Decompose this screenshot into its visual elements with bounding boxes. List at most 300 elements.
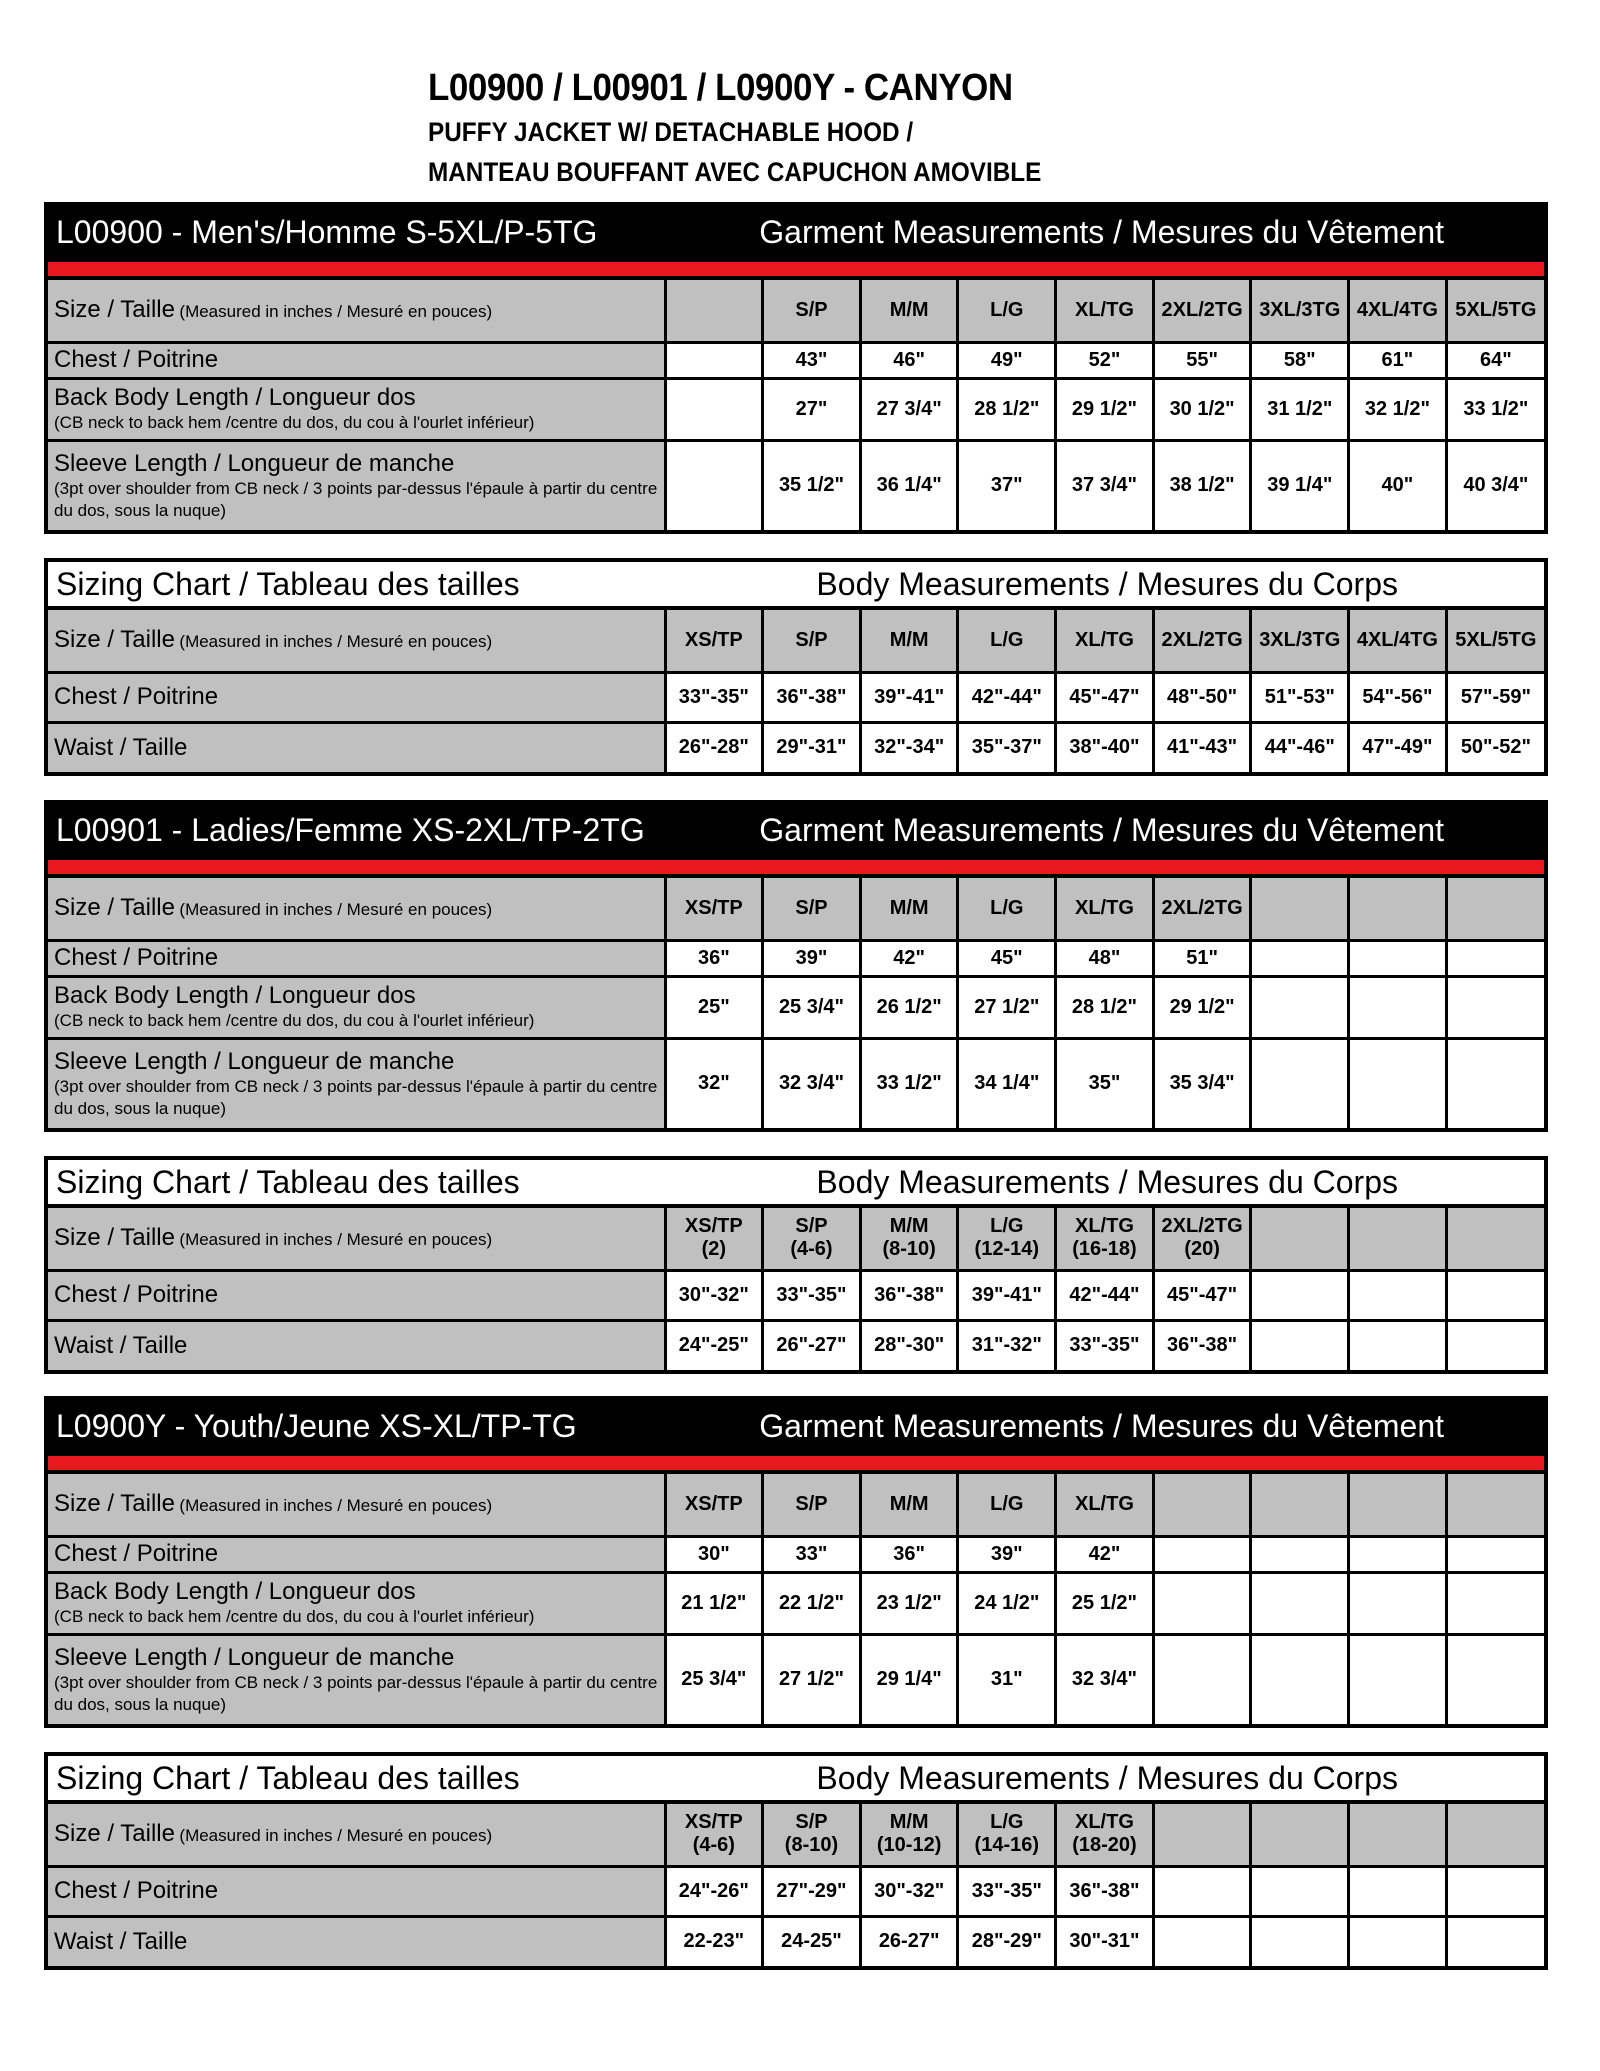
men-garment-chest-row-cell — [665, 342, 763, 378]
men-body-size-row-label-note: (Measured in inches / Mesuré en pouces) — [179, 632, 493, 652]
ladies-garment-chest-row-cell — [1153, 940, 1251, 976]
youth-garment-back-row-value: 22 1/2" — [778, 1591, 845, 1614]
men-garment-back-row-cell — [1153, 378, 1251, 440]
ladies-body-size-row-cell — [1446, 1208, 1544, 1270]
ladies-body-chest-row — [48, 1270, 1544, 1320]
men-garment-back-row-cell — [1349, 378, 1447, 440]
ladies-body-waist-row-value: 36"-38" — [1167, 1334, 1238, 1357]
men-body-waist-row-value: 29"-31" — [776, 736, 847, 759]
youth-body-waist-row-cell — [860, 1916, 958, 1966]
ladies-body-size-row-value: L/G — [990, 1215, 1024, 1238]
men-garment-chest-row-value: 61" — [1381, 348, 1414, 371]
ladies-garment-back-row — [48, 976, 1544, 1038]
men-garment-size-row-value: L/G — [990, 298, 1024, 321]
ladies-garment-sleeve-row-cell — [1251, 1038, 1349, 1128]
men-red-divider — [48, 258, 1544, 280]
men-garment-chest-row-cell — [1153, 342, 1251, 378]
ladies-body-section — [44, 1156, 1548, 1374]
men-garment-sleeve-row-value: 38 1/2" — [1169, 474, 1235, 497]
ladies-garment-sleeve-row-value: 32" — [697, 1072, 730, 1095]
men-body-waist-row-value: 32"-34" — [874, 736, 945, 759]
youth-garment-banner — [48, 1400, 1544, 1452]
ladies-body-size-row-cell — [1251, 1208, 1349, 1270]
ladies-garment-banner — [48, 804, 1544, 856]
ladies-body-waist-row-cell — [1056, 1320, 1154, 1370]
ladies-garment-size-row-value: XL/TG — [1075, 896, 1134, 919]
men-garment-chest-row-value: 58" — [1283, 348, 1316, 371]
youth-garment-size-row-value: L/G — [990, 1492, 1024, 1515]
youth-body-waist-row-value: 28"-29" — [971, 1930, 1042, 1953]
ladies-garment-sleeve-row-label-note: (3pt over shoulder from CB neck / 3 points par-dessus l'épaule à partir du centre du dos, sous la nuque) — [54, 1076, 658, 1118]
ladies-garment-chest-row-label — [48, 940, 665, 976]
men-body-size-row — [48, 610, 1544, 672]
youth-garment-size-row-label-text: Size / Taille — [54, 1490, 175, 1518]
youth-body-chest-row-value: 33"-35" — [971, 1879, 1042, 1902]
men-body-waist-row-label — [48, 722, 665, 772]
youth-body-waist-row-value: 26-27" — [878, 1930, 940, 1953]
ladies-garment-sleeve-row-label-text: Sleeve Length / Longueur de manche — [54, 1047, 455, 1075]
men-sizing-header — [48, 562, 1544, 610]
youth-body-chest-row-cell — [763, 1866, 861, 1916]
men-garment-sleeve-row-label-text: Sleeve Length / Longueur de manche — [54, 449, 455, 477]
ladies-garment-size-row-cell — [1251, 878, 1349, 940]
youth-body-waist-row-cell — [958, 1916, 1056, 1966]
ladies-product-title: L00901 - Ladies/Femme XS-2XL/TP-2TG — [56, 812, 645, 848]
ladies-garment-sleeve-row-cell — [665, 1038, 763, 1128]
men-garment-back-row-value: 33 1/2" — [1463, 397, 1529, 420]
youth-garment-size-row-value: S/P — [795, 1492, 828, 1515]
youth-garment-sleeve-row-value: 32 3/4" — [1071, 1668, 1137, 1691]
youth-product-title: L0900Y - Youth/Jeune XS-XL/TP-TG — [56, 1408, 577, 1444]
ladies-garment-back-row-label — [48, 976, 665, 1038]
men-body-waist-row-cell — [1349, 722, 1447, 772]
youth-garment-sleeve-row-label — [48, 1634, 665, 1724]
men-body-title: Body Measurements / Mesures du Corps — [816, 566, 1398, 602]
men-body-size-row-value: 5XL/5TG — [1455, 628, 1537, 651]
ladies-garment-size-row-value: S/P — [795, 896, 828, 919]
men-body-size-row-value: L/G — [990, 628, 1024, 651]
youth-body-size-row-value: XS/TP — [684, 1811, 743, 1834]
ladies-body-chest-row-cell — [860, 1270, 958, 1320]
youth-garment-back-row-cell — [665, 1572, 763, 1634]
men-garment-chest-row-cell — [1349, 342, 1447, 378]
ladies-garment-back-row-cell — [1153, 976, 1251, 1038]
ladies-body-waist-row-cell — [1446, 1320, 1544, 1370]
men-body-size-row-cell — [1056, 610, 1154, 672]
ladies-garment-back-row-cell — [763, 976, 861, 1038]
ladies-garment-back-row-value: 27 1/2" — [974, 995, 1040, 1018]
ladies-garment-size-row-label — [48, 878, 665, 940]
ladies-body-waist-row-cell — [1349, 1320, 1447, 1370]
youth-garment-size-row-cell — [1446, 1474, 1544, 1536]
youth-body-size-row-value: XL/TG — [1075, 1811, 1134, 1834]
men-garment-banner — [48, 206, 1544, 258]
ladies-garment-size-row-cell — [665, 878, 763, 940]
men-garment-size-row-label-text: Size / Taille — [54, 296, 175, 324]
ladies-garment-sleeve-row-cell — [958, 1038, 1056, 1128]
men-body-chest-row — [48, 672, 1544, 722]
youth-garment-chest-row-cell — [958, 1536, 1056, 1572]
youth-body-section — [44, 1752, 1548, 1970]
youth-garment-back-row-cell — [860, 1572, 958, 1634]
men-product-title: L00900 - Men's/Homme S-5XL/P-5TG — [56, 214, 598, 250]
youth-body-size-row-cell — [763, 1804, 861, 1866]
ladies-body-chest-row-cell — [1153, 1270, 1251, 1320]
ladies-garment-back-row-label-text: Back Body Length / Longueur dos — [54, 982, 416, 1009]
youth-body-waist-row-cell — [1446, 1916, 1544, 1966]
men-body-waist-row-value: 41"-43" — [1167, 736, 1238, 759]
ladies-body-size-row-cell — [1056, 1208, 1154, 1270]
men-garment-sleeve-row-cell — [860, 440, 958, 530]
ladies-garment-size-row-cell — [1153, 878, 1251, 940]
ladies-body-waist-row-value: 24"-25" — [678, 1334, 749, 1357]
youth-body-size-row-label-note: (Measured in inches / Mesuré en pouces) — [179, 1826, 493, 1846]
youth-body-chest-row-cell — [665, 1866, 763, 1916]
ladies-garment-chest-row-cell — [1056, 940, 1154, 976]
ladies-body-size-row-label-note: (Measured in inches / Mesuré en pouces) — [179, 1230, 493, 1250]
men-garment-size-row-cell — [1349, 280, 1447, 342]
ladies-garment-size-row-value: L/G — [990, 896, 1024, 919]
youth-body-size-row-range: (18-20) — [1072, 1834, 1137, 1857]
ladies-garment-back-row-cell — [665, 976, 763, 1038]
youth-body-size-row-label-text: Size / Taille — [54, 1820, 175, 1848]
men-garment-chest-row — [48, 342, 1544, 378]
youth-body-waist-row-label — [48, 1916, 665, 1966]
ladies-body-size-row-cell — [1349, 1208, 1447, 1270]
youth-garment-section — [44, 1396, 1548, 1728]
ladies-garment-size-row-value: XS/TP — [684, 896, 743, 919]
ladies-garment-title: Garment Measurements / Mesures du Vêtement — [759, 812, 1444, 848]
youth-body-size-row-cell — [1153, 1804, 1251, 1866]
youth-body-chest-row-cell — [1349, 1866, 1447, 1916]
youth-garment-sleeve-row-label-text: Sleeve Length / Longueur de manche — [54, 1643, 455, 1671]
youth-garment-chest-row-value: 30" — [697, 1542, 730, 1565]
youth-body-size-row-range: (14-16) — [974, 1834, 1040, 1857]
youth-garment-back-row-value: 21 1/2" — [681, 1591, 747, 1614]
men-garment-sleeve-row-cell — [958, 440, 1056, 530]
ladies-garment-chest-row-value: 45" — [990, 946, 1023, 969]
men-body-chest-row-cell — [860, 672, 958, 722]
men-body-chest-row-value: 48"-50" — [1167, 685, 1238, 708]
youth-body-waist-row-cell — [1349, 1916, 1447, 1966]
youth-body-size-row-value: M/M — [889, 1811, 929, 1834]
ladies-body-waist-row-cell — [1153, 1320, 1251, 1370]
youth-garment-back-row — [48, 1572, 1544, 1634]
youth-garment-title: Garment Measurements / Mesures du Vêtement — [759, 1408, 1444, 1444]
youth-sizing-title: Sizing Chart / Tableau des tailles — [56, 1760, 520, 1796]
men-garment-size-row-cell — [1153, 280, 1251, 342]
men-garment-sleeve-row-cell — [665, 440, 763, 530]
ladies-body-chest-row-value: 30"-32" — [678, 1283, 749, 1306]
ladies-garment-sleeve-row-cell — [1056, 1038, 1154, 1128]
ladies-garment-back-row-cell — [1446, 976, 1544, 1038]
youth-garment-size-row-label-note: (Measured in inches / Mesuré en pouces) — [179, 1496, 493, 1516]
ladies-garment-sleeve-row-cell — [1153, 1038, 1251, 1128]
ladies-sizing-title: Sizing Chart / Tableau des tailles — [56, 1164, 520, 1200]
men-garment-back-row — [48, 378, 1544, 440]
men-body-chest-row-value: 45"-47" — [1069, 685, 1140, 708]
men-body-size-row-cell — [1446, 610, 1544, 672]
men-body-chest-row-value: 51"-53" — [1264, 685, 1335, 708]
youth-garment-back-row-cell — [1251, 1572, 1349, 1634]
youth-garment-back-row-cell — [763, 1572, 861, 1634]
youth-garment-size-row-value: XS/TP — [684, 1492, 743, 1515]
youth-garment-sleeve-row — [48, 1634, 1544, 1724]
youth-garment-chest-row-cell — [1056, 1536, 1154, 1572]
ladies-garment-sleeve-row-cell — [1349, 1038, 1447, 1128]
ladies-body-waist-row-cell — [1251, 1320, 1349, 1370]
youth-garment-chest-row-cell — [763, 1536, 861, 1572]
men-garment-back-row-value: 30 1/2" — [1169, 397, 1235, 420]
men-body-size-row-value: M/M — [889, 628, 929, 651]
youth-garment-size-row-cell — [958, 1474, 1056, 1536]
men-body-waist-row-value: 26"-28" — [678, 736, 749, 759]
men-garment-size-row-value: M/M — [889, 298, 929, 321]
men-body-chest-row-cell — [958, 672, 1056, 722]
men-body-waist-row — [48, 722, 1544, 772]
ladies-body-size-row-value: S/P — [795, 1215, 828, 1238]
youth-body-size-row-range: (4-6) — [692, 1834, 735, 1857]
men-garment-size-row-cell — [763, 280, 861, 342]
men-garment-sleeve-row — [48, 440, 1544, 530]
men-body-size-row-value: 4XL/4TG — [1356, 628, 1438, 651]
men-body-chest-row-value: 54"-56" — [1362, 685, 1433, 708]
ladies-garment-back-row-value: 29 1/2" — [1169, 995, 1235, 1018]
men-body-chest-row-cell — [1349, 672, 1447, 722]
men-garment-back-row-label — [48, 378, 665, 440]
ladies-body-chest-row-cell — [665, 1270, 763, 1320]
men-garment-size-row-cell — [665, 280, 763, 342]
men-garment-chest-row-cell — [763, 342, 861, 378]
men-garment-back-row-cell — [1056, 378, 1154, 440]
men-body-waist-row-cell — [958, 722, 1056, 772]
men-body-chest-row-value: 39"-41" — [874, 685, 945, 708]
men-garment-sleeve-row-cell — [1446, 440, 1544, 530]
youth-garment-chest-row-value: 33" — [795, 1542, 828, 1565]
men-body-chest-row-cell — [763, 672, 861, 722]
youth-body-chest-row-label — [48, 1866, 665, 1916]
youth-garment-sleeve-row-cell — [1251, 1634, 1349, 1724]
men-garment-back-row-label-text: Back Body Length / Longueur dos — [54, 384, 416, 411]
men-body-chest-row-cell — [1153, 672, 1251, 722]
youth-garment-back-row-value: 25 1/2" — [1071, 1591, 1137, 1614]
men-body-waist-row-value: 44"-46" — [1264, 736, 1335, 759]
youth-garment-chest-row-cell — [1349, 1536, 1447, 1572]
ladies-garment-sleeve-row — [48, 1038, 1544, 1128]
men-body-size-row-label — [48, 610, 665, 672]
men-garment-table — [48, 280, 1544, 530]
youth-garment-size-row-cell — [1153, 1474, 1251, 1536]
youth-body-chest-row-cell — [958, 1866, 1056, 1916]
ladies-body-chest-row-value: 33"-35" — [776, 1283, 847, 1306]
ladies-body-size-row-range: (20) — [1184, 1238, 1220, 1261]
men-garment-sleeve-row-value: 40" — [1381, 474, 1414, 497]
ladies-body-waist-row-cell — [860, 1320, 958, 1370]
youth-garment-chest-row-label — [48, 1536, 665, 1572]
youth-body-chest-row-cell — [1251, 1866, 1349, 1916]
youth-body-waist-row-cell — [1153, 1916, 1251, 1966]
men-body-waist-row-cell — [665, 722, 763, 772]
youth-garment-back-row-label-text: Back Body Length / Longueur dos — [54, 1578, 416, 1605]
youth-garment-size-row-cell — [860, 1474, 958, 1536]
ladies-garment-back-row-cell — [1056, 976, 1154, 1038]
youth-garment-chest-row-value: 42" — [1088, 1542, 1121, 1565]
men-garment-size-row-cell — [1251, 280, 1349, 342]
youth-body-waist-row-value: 22-23" — [683, 1930, 745, 1953]
men-body-chest-row-value: 33"-35" — [678, 685, 749, 708]
men-garment-back-row-cell — [860, 378, 958, 440]
ladies-garment-size-row — [48, 878, 1544, 940]
men-garment-back-row-value: 27 3/4" — [876, 397, 942, 420]
ladies-body-size-row-range: (12-14) — [974, 1238, 1040, 1261]
men-garment-sleeve-row-cell — [1153, 440, 1251, 530]
ladies-garment-chest-row-cell — [1446, 940, 1544, 976]
ladies-body-size-row-cell — [860, 1208, 958, 1270]
ladies-garment-back-row-label-note: (CB neck to back hem /centre du dos, du cou à l'ourlet inférieur) — [54, 1011, 535, 1030]
men-body-waist-row-value: 35"-37" — [971, 736, 1042, 759]
youth-garment-chest-row-cell — [1446, 1536, 1544, 1572]
men-garment-chest-row-value: 52" — [1088, 348, 1121, 371]
men-body-size-row-cell — [763, 610, 861, 672]
youth-garment-back-row-cell — [1446, 1572, 1544, 1634]
ladies-garment-size-row-label-note: (Measured in inches / Mesuré en pouces) — [179, 900, 493, 920]
youth-garment-sleeve-row-value: 29 1/4" — [876, 1668, 942, 1691]
men-body-chest-row-value: 42"-44" — [971, 685, 1042, 708]
youth-body-chest-row-value: 24"-26" — [678, 1879, 749, 1902]
men-garment-size-row — [48, 280, 1544, 342]
ladies-body-chest-row-value: 42"-44" — [1069, 1283, 1140, 1306]
men-garment-size-row-cell — [1056, 280, 1154, 342]
men-garment-back-row-cell — [1251, 378, 1349, 440]
ladies-body-waist-row — [48, 1320, 1544, 1370]
men-body-size-row-cell — [1349, 610, 1447, 672]
youth-body-size-row-cell — [1056, 1804, 1154, 1866]
ladies-body-waist-row-value: 26"-27" — [776, 1334, 847, 1357]
youth-body-chest-row-cell — [1056, 1866, 1154, 1916]
youth-sizing-header — [48, 1756, 1544, 1804]
men-garment-chest-row-label-text: Chest / Poitrine — [54, 346, 219, 373]
men-garment-sleeve-row-value: 40 3/4" — [1463, 474, 1529, 497]
youth-garment-sleeve-row-value: 25 3/4" — [681, 1668, 747, 1691]
men-body-size-row-value: 2XL/2TG — [1161, 628, 1243, 651]
ladies-garment-chest-row-label-text: Chest / Poitrine — [54, 944, 219, 971]
men-garment-back-row-cell — [763, 378, 861, 440]
ladies-garment-chest-row-cell — [860, 940, 958, 976]
ladies-body-size-row-value: XL/TG — [1075, 1215, 1134, 1238]
youth-body-size-row-value: S/P — [795, 1811, 828, 1834]
men-garment-sleeve-row-value: 35 1/2" — [778, 474, 845, 497]
youth-garment-back-row-label-note: (CB neck to back hem /centre du dos, du cou à l'ourlet inférieur) — [54, 1607, 535, 1626]
men-garment-back-row-value: 31 1/2" — [1267, 397, 1333, 420]
men-body-size-row-cell — [665, 610, 763, 672]
ladies-body-size-row-range: (4-6) — [790, 1238, 833, 1261]
men-garment-size-row-value: 3XL/3TG — [1259, 298, 1341, 321]
men-garment-chest-row-value: 64" — [1480, 348, 1512, 371]
ladies-body-waist-row-label — [48, 1320, 665, 1370]
men-body-chest-row-label-text: Chest / Poitrine — [54, 683, 219, 710]
ladies-body-chest-row-value: 39"-41" — [971, 1283, 1042, 1306]
men-garment-size-row-label-note: (Measured in inches / Mesuré en pouces) — [179, 302, 493, 322]
ladies-garment-sleeve-row-value: 35 3/4" — [1169, 1072, 1235, 1095]
ladies-garment-chest-row — [48, 940, 1544, 976]
ladies-garment-sleeve-row-value: 34 1/4" — [974, 1072, 1040, 1095]
ladies-body-size-row-value: 2XL/2TG — [1161, 1215, 1243, 1238]
ladies-garment-size-row-label-text: Size / Taille — [54, 894, 175, 922]
men-garment-size-row-value: 2XL/2TG — [1161, 298, 1243, 321]
ladies-garment-chest-row-cell — [665, 940, 763, 976]
ladies-body-table — [48, 1208, 1544, 1370]
youth-garment-chest-row-label-text: Chest / Poitrine — [54, 1540, 219, 1567]
ladies-garment-section — [44, 800, 1548, 1132]
youth-body-size-row-value: L/G — [990, 1811, 1024, 1834]
youth-garment-table — [48, 1474, 1544, 1724]
ladies-body-title: Body Measurements / Mesures du Corps — [816, 1164, 1398, 1200]
men-body-size-row-value: XL/TG — [1075, 628, 1134, 651]
ladies-body-chest-row-cell — [1446, 1270, 1544, 1320]
ladies-garment-size-row-cell — [763, 878, 861, 940]
youth-garment-chest-row — [48, 1536, 1544, 1572]
men-body-chest-row-cell — [1056, 672, 1154, 722]
ladies-garment-size-row-value: 2XL/2TG — [1161, 896, 1243, 919]
men-garment-title: Garment Measurements / Mesures du Vêtement — [759, 214, 1444, 250]
ladies-garment-sleeve-row-cell — [763, 1038, 861, 1128]
men-garment-back-row-value: 27" — [795, 397, 828, 420]
men-body-size-row-cell — [860, 610, 958, 672]
ladies-body-waist-row-value: 31"-32" — [971, 1334, 1042, 1357]
ladies-garment-back-row-value: 26 1/2" — [876, 995, 942, 1018]
youth-garment-back-row-cell — [1153, 1572, 1251, 1634]
ladies-garment-back-row-value: 25" — [697, 995, 730, 1018]
youth-body-waist-row-value: 30"-31" — [1069, 1930, 1140, 1953]
men-garment-chest-row-cell — [860, 342, 958, 378]
men-garment-size-row-value: S/P — [795, 298, 828, 321]
ladies-garment-back-row-cell — [860, 976, 958, 1038]
ladies-garment-back-row-cell — [958, 976, 1056, 1038]
youth-garment-chest-row-value: 39" — [990, 1542, 1023, 1565]
ladies-body-size-row-value: M/M — [889, 1215, 929, 1238]
youth-body-waist-row-cell — [1056, 1916, 1154, 1966]
ladies-body-chest-row-cell — [1251, 1270, 1349, 1320]
youth-garment-back-row-cell — [1056, 1572, 1154, 1634]
youth-garment-size-row-cell — [763, 1474, 861, 1536]
men-garment-chest-row-value: 46" — [893, 348, 925, 371]
men-body-waist-row-cell — [1251, 722, 1349, 772]
youth-garment-sleeve-row-cell — [860, 1634, 958, 1724]
youth-body-chest-row-cell — [1446, 1866, 1544, 1916]
ladies-body-waist-row-cell — [958, 1320, 1056, 1370]
youth-garment-sleeve-row-cell — [1349, 1634, 1447, 1724]
ladies-garment-chest-row-cell — [763, 940, 861, 976]
youth-garment-back-row-cell — [1349, 1572, 1447, 1634]
youth-garment-chest-row-cell — [860, 1536, 958, 1572]
youth-body-size-row-cell — [860, 1804, 958, 1866]
men-garment-sleeve-row-value: 36 1/4" — [876, 474, 942, 497]
youth-body-size-row-label — [48, 1804, 665, 1866]
youth-body-size-row-range: (10-12) — [876, 1834, 942, 1857]
men-garment-sleeve-row-value: 37" — [990, 474, 1023, 497]
ladies-body-size-row-label — [48, 1208, 665, 1270]
youth-body-size-row-cell — [1446, 1804, 1544, 1866]
men-garment-sleeve-row-cell — [1349, 440, 1447, 530]
ladies-body-size-row-cell — [763, 1208, 861, 1270]
youth-garment-sleeve-row-cell — [665, 1634, 763, 1724]
ladies-garment-sleeve-row-cell — [860, 1038, 958, 1128]
youth-garment-sleeve-row-cell — [763, 1634, 861, 1724]
men-body-waist-row-cell — [763, 722, 861, 772]
youth-body-chest-row-value: 30"-32" — [874, 1879, 945, 1902]
youth-body-waist-row-cell — [1251, 1916, 1349, 1966]
youth-body-waist-row — [48, 1916, 1544, 1966]
